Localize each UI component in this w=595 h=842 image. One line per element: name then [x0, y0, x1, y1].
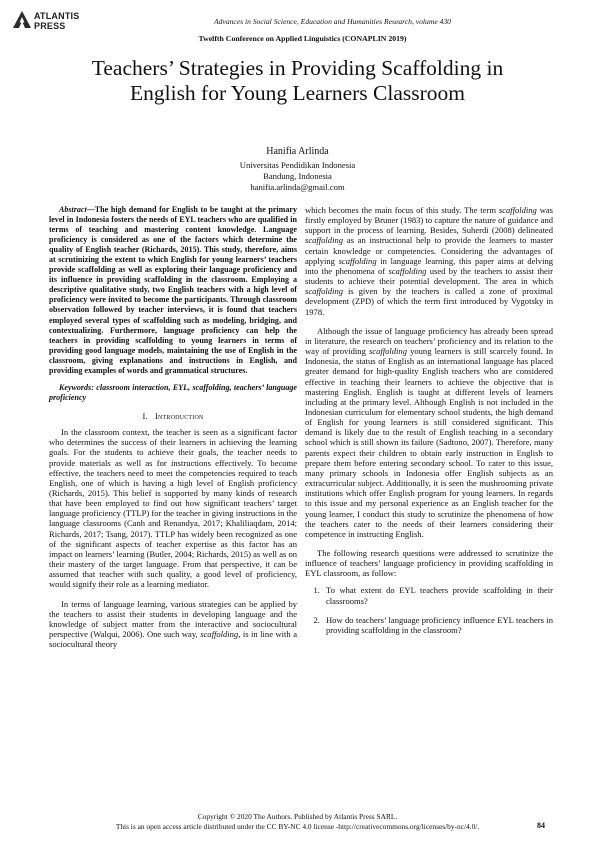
- keywords-text: : classroom interaction, EYL, scaffolding, teachers’ language proficiency: [49, 382, 297, 402]
- intro-paragraph-4: [305, 326, 553, 539]
- term-scaffolding: scaffolding: [498, 205, 537, 215]
- paper-title: [40, 56, 555, 106]
- affiliation-city: Bandung, Indonesia: [263, 171, 332, 181]
- term-scaffolding: scaffolding: [305, 286, 343, 297]
- section-heading-introduction: [49, 411, 297, 421]
- paper-title-line2: English for Young Learners Classroom: [129, 81, 465, 105]
- term-scaffolding: scaffolding: [388, 265, 427, 276]
- page-number: 84: [537, 821, 545, 830]
- term-scaffolding: scaffolding: [368, 346, 407, 357]
- abstract-text: —The high demand for English to be taught at the primary level in Indonesia fosters the needs of EYL teachers who are qualified in terms of teaching and mastering content knowledge. Language proficiency is considered as one of the factors which determine the quality of English teacher (Richards, 2015). This study, therefore, aims at scrutinizing the extent to which English for young learners’ teachers provide scaffolding as well as exploring their language proficiency and its influence in providing scaffolding in the classroom. Employing a descriptive qualitative study, two English teachers with a high level of proficiency were invited to become the participants. Through classroom observation followed by teacher interviews, it is found that teachers employed several types of scaffolding such as modeling, bridging, and contextualizing. Furthermore, language proficiency can help the teachers in providing scaffolding to young learners in terms of providing good language models, maintaining the use of English in the classroom, giving explanations and instructions in English, and providing examples of words and grammatical structures.: [49, 205, 297, 375]
- copyright-notice: Copyright © 2020 The Authors. Published by Atlantis Press SARL.: [197, 812, 398, 821]
- abstract-label: Abstract: [59, 205, 87, 214]
- intro-paragraph-5: The following research questions were addressed to scrutinize the influence of teachers’ language proficiency in providing scaffolding in EYL classroom, as follow:: [305, 548, 553, 579]
- para3-text-d: in language learning, this paper aims at delving into the phenomena of: [305, 255, 554, 276]
- section-number: I.: [142, 410, 148, 421]
- author-email: hanifia.arlinda@gmail.com: [250, 182, 345, 192]
- left-column: [49, 205, 297, 649]
- publisher-name-line1: ATLANTIS: [34, 11, 80, 21]
- research-questions: [305, 585, 553, 635]
- term-scaffolding: scaffolding: [200, 629, 239, 640]
- term-scaffolding: scaffolding: [305, 235, 343, 246]
- term-scaffolding: scaffolding: [338, 255, 377, 266]
- para3-text-a: which becomes the main focus of this study. The term: [305, 205, 499, 215]
- intro-paragraph-2-text-b: , is in line with a sociocultural theory: [49, 629, 297, 650]
- para3-text-e: used by the teachers to assist their students to achieve their potential development. The area in which: [305, 265, 553, 287]
- research-question-2: 2. How do teachers’ language proficiency influence EYL teachers in providing scaffolding in the classroom?: [322, 615, 553, 635]
- para4-text-a: Although the issue of language proficiency has already been spread in literature, the research on teachers’ proficiency and its relation to the way of providing: [305, 325, 553, 357]
- keywords-label: Keywords: [59, 382, 92, 392]
- research-question-1: 1. To what extent do EYL teachers provide scaffolding in their classrooms?: [322, 585, 553, 605]
- intro-paragraph-3: [305, 205, 553, 317]
- intro-paragraph-2-text-a: In terms of language learning, various strategies can be applied by the teachers to assist their students in developing language and the knowledge of subject matter from the interactive and sociocultural perspective (Walqui, 2006). One such way,: [49, 598, 297, 640]
- license-notice: This is an open access article distributed under the CC BY-NC 4.0 license -http://creativecommons.org/licenses/by-nc/4.0/.: [115, 822, 480, 831]
- para3-text-c: as an instructional help to provide the learners to master certain knowledge or competencies. Considering the advantages of applying: [305, 235, 553, 266]
- right-column: [305, 205, 553, 644]
- abstract: [49, 205, 297, 376]
- para3-text-f: is given by the teachers is called a zone of proximal development (ZPD) of which the term first introduced by Vygotsky in 1978.: [305, 286, 553, 317]
- keywords: [49, 383, 297, 403]
- affiliation-institution: Universitas Pendidikan Indonesia: [239, 160, 356, 170]
- conference-name: Twelfth Conference on Applied Linguistics (CONAPLIN 2019): [198, 34, 407, 43]
- section-title: Introduction: [154, 410, 204, 421]
- intro-paragraph-1: In the classroom context, the teacher is seen as a significant factor who determines the success of their learners in achieving the learning goals. For the students to achieve their goals, the teacher needs to provide materials as well as for instructions effectively. To become effective, the teachers need to meet the competencies required to teach English, one of which is having a high level of English proficiency (Richards, 2015). This belief is supported by many kinds of research that have been employed to find out how significant teachers’ target language proficiency (TTLP) for the teacher in giving instructions in the language classrooms (Canh and Renandya, 2017; Khaliliaqdam, 2014; Richards, 2017; Tsang, 2017). TTLP has widely been recognized as one of the significant aspects of teacher expertise as this factor has an impact on learners’ learning (Butler, 2004; Richards, 2015) as well as on their mastery of the target language. From that perspective, it can be assumed that teacher with such quality, a good level of proficiency, would signify their role as a learning mediator.: [49, 427, 298, 590]
- journal-name: Advances in Social Science, Education and Humanities Research, volume 430: [214, 17, 451, 26]
- intro-paragraph-2: [49, 599, 297, 650]
- author-affiliation: [0, 160, 595, 193]
- publisher-name-line2: PRESS: [34, 21, 66, 31]
- para3-text-b: was firstly employed by Bruner (1983) to capture the nature of guidance and support in the process of learning. Besides, Suherdi (2008) delineated: [305, 205, 553, 236]
- page-footer: [0, 812, 595, 832]
- paper-title-line1: Teachers’ Strategies in Providing Scaffolding in: [91, 56, 504, 80]
- author-name: Hanifia Arlinda: [266, 146, 329, 157]
- para4-text-b: young learners is still scarcely found. In Indonesia, the status of English as an international language has placed greater demand for high-quality English teachers who are considered effective in teaching their learners to achieve the objective that is mastering English. English is taught at different levels of learners including at the primary level. Although English is not included in the Indonesian curriculum for elementary school students, the high demand of English for young learners is still considered significant. This demand is likely due to the result of English teaching in a secondary school which is still shown its failure (Sadtono, 2007). Therefore, many parents expect their children to obtain early instruction in English to prepare them before entering secondary school. To cater to this issue, many primary schools in Indonesia offer English subjects as an extracurricular subject. Additionally, it is seen the mushrooming private institutions which offer English program for young learners. In regards to this issue and my personal experience as an English teacher for the young learner, I conduct this study to scrutinize the phenomena of how the teachers cater to the needs of their learners considering their competence in instructing English.: [305, 346, 553, 539]
